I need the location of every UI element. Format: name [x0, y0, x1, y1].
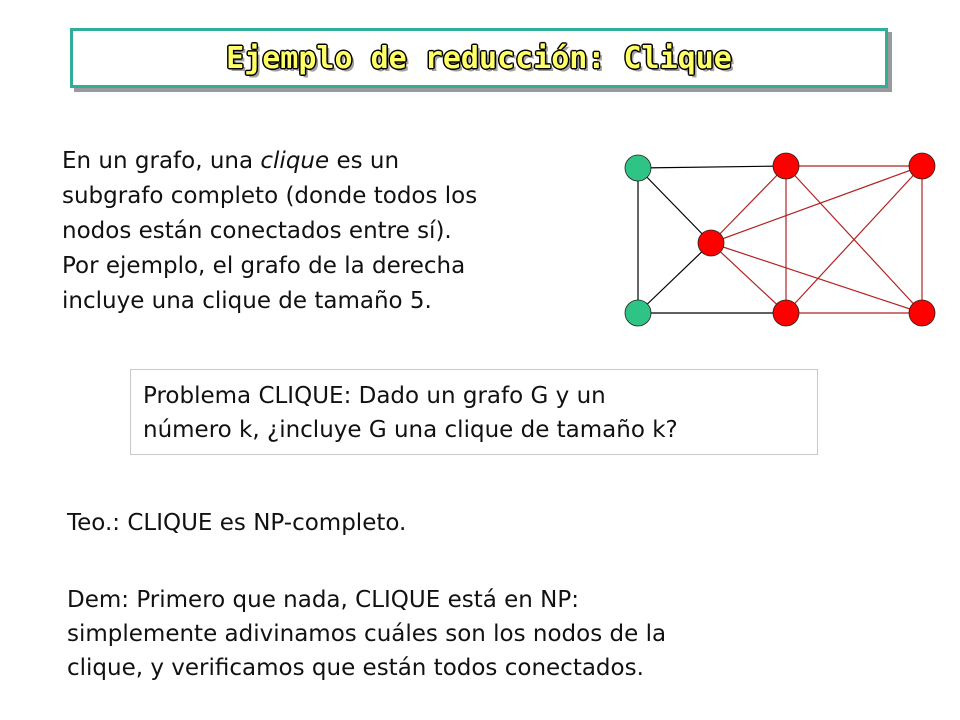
graph-edge-bottom-left-center [638, 243, 711, 313]
intro-line-3: nodos están conectados entre sí). [62, 218, 452, 244]
graph-node-center [698, 230, 724, 256]
problem-line-1: Problema CLIQUE: Dado un grafo G y un [143, 383, 606, 409]
graph-edge-center-bottom-mid [711, 243, 786, 313]
graph-node-top-left [625, 155, 651, 181]
graph-edge-top-left-top-mid [638, 166, 786, 168]
graph-node-top-mid [773, 153, 799, 179]
proof-line-2: simplemente adivinamos cuáles son los nodos de la [67, 621, 667, 647]
graph-edge-top-left-center [638, 168, 711, 243]
graph-node-bottom-left [625, 300, 651, 326]
intro-line-2: subgrafo completo (donde todos los [62, 183, 478, 209]
intro-line-5: incluye una clique de tamaño 5. [62, 288, 432, 314]
intro-line-1-end: es un [329, 148, 400, 174]
proof-line-3: clique, y verificamos que están todos conectados. [67, 655, 644, 681]
graph-edge-center-top-right [711, 166, 922, 243]
graph-nodes [625, 153, 935, 326]
proof-text [67, 583, 666, 685]
proof-line-1: Dem: Primero que nada, CLIQUE está en NP: [67, 587, 580, 613]
graph-edge-center-top-mid [711, 166, 786, 243]
clique-graph [600, 140, 960, 340]
intro-line-4: Por ejemplo, el grafo de la derecha [62, 253, 466, 279]
problem-statement-box [130, 369, 818, 455]
slide-title: Ejemplo de reducción: Clique [226, 40, 732, 76]
title-box [70, 28, 888, 88]
intro-line-1-start: En un grafo, una [62, 148, 261, 174]
graph-node-top-right [909, 153, 935, 179]
intro-line-1 [62, 144, 602, 179]
theorem-statement: Teo.: CLIQUE es NP-completo. [67, 510, 407, 536]
intro-clique-term: clique [260, 148, 330, 174]
graph-node-bottom-mid [773, 300, 799, 326]
graph-edges [638, 166, 922, 313]
problem-line-2: número k, ¿incluye G una clique de tamaño k? [143, 417, 678, 443]
graph-node-bottom-right [909, 300, 935, 326]
intro-text [62, 144, 602, 319]
